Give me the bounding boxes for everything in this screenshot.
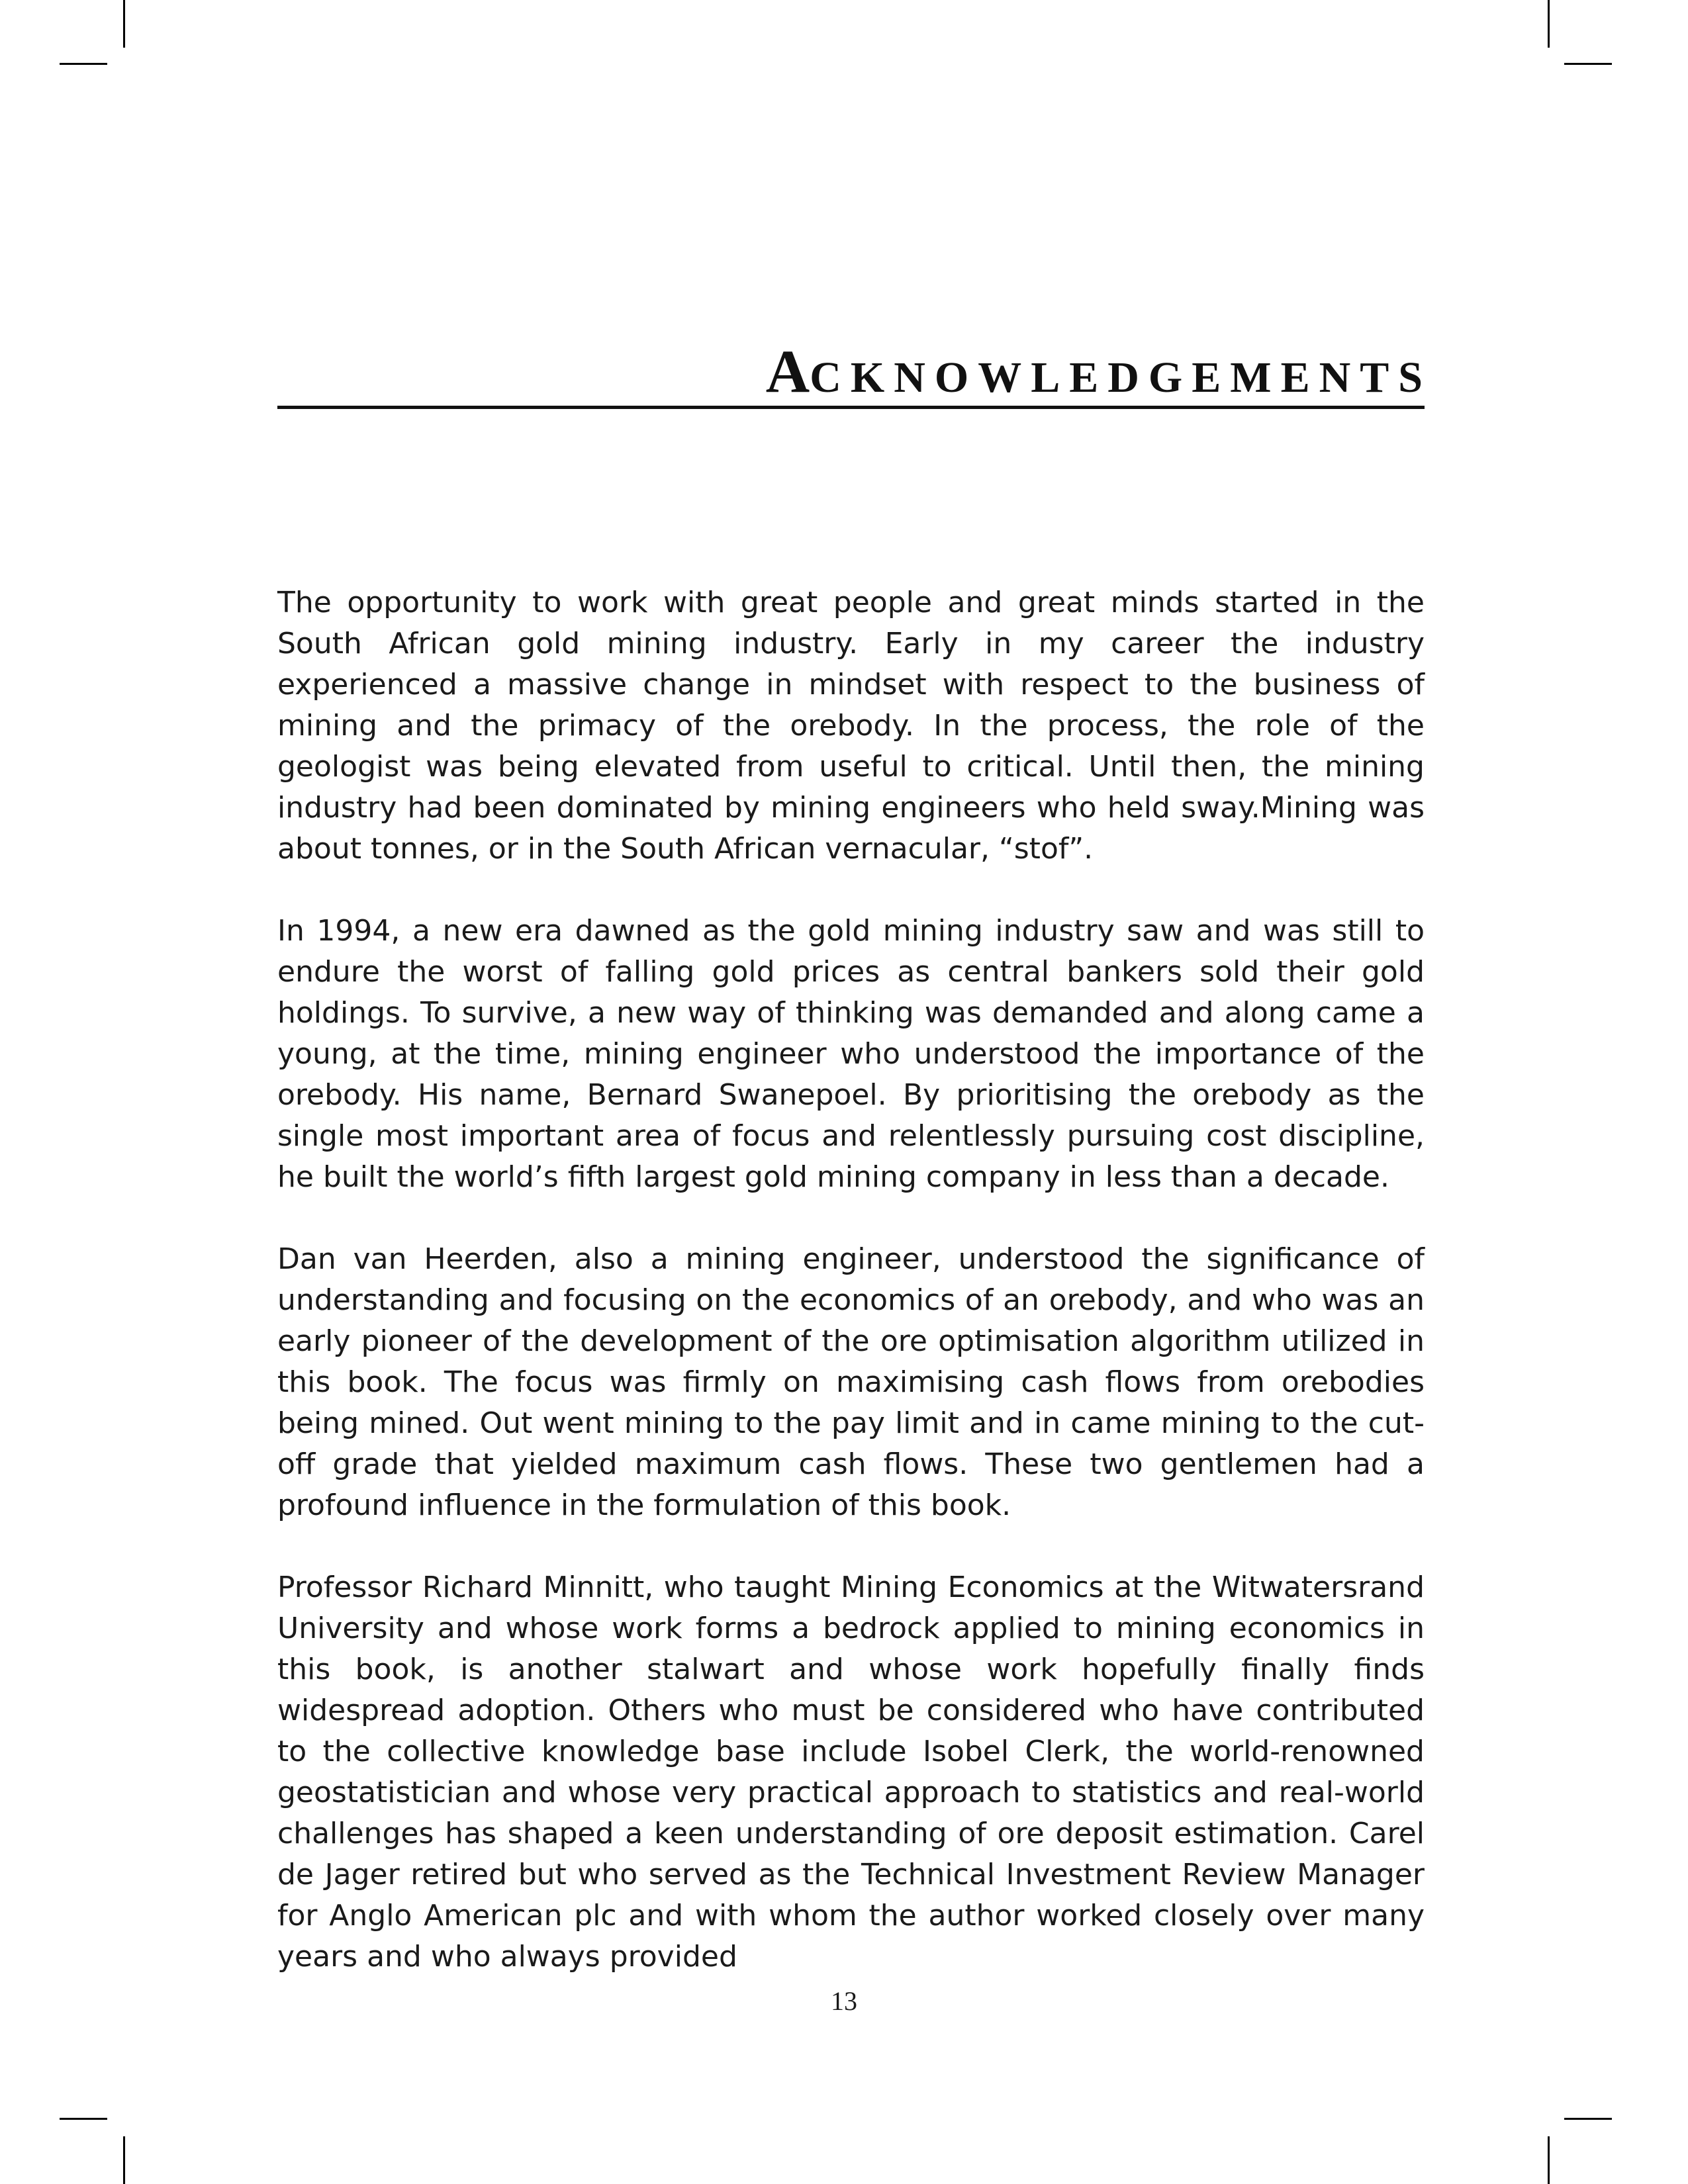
- crop-mark-bottom-left-vertical: [123, 2136, 125, 2184]
- page-title-rest: CKNOWLEDGEMENTS: [810, 353, 1432, 402]
- paragraph: Professor Richard Minnitt, who taught Mining Economics at the Witwatersrand University and whose work forms a bedrock applied to mining economics in this book, is another stalwart and whose work hopefully finally finds widespread adoption. Others who must be considered who have contributed to the collective knowledge base include Isobel Clerk, the world-renowned geostatistician and whose very practical approach to statistics and real-world challenges has shaped a keen understanding of ore deposit estimation. Carel de Jager retired but who served as the Technical Investment Review Manager for Anglo American plc and with whom the author worked closely over many years and who always provided: [277, 1570, 1425, 1974]
- crop-mark-top-left-vertical: [123, 0, 125, 48]
- title-underline: [277, 406, 1425, 409]
- page-title: [277, 338, 1432, 405]
- crop-mark-top-left-horizontal: [60, 63, 107, 65]
- paragraph: The opportunity to work with great people and great minds started in the South African gold mining industry. Early in my career the industry experienced a massive change in mindset with respect to the business of mining and the primacy of the orebody. In the process, the role of the geologist was being elevated from useful to critical. Until then, the mining industry had been dominated by mining engineers who held sway.Mining was about tonnes, or in the South African vernacular, “stof”.: [277, 586, 1425, 866]
- crop-mark-bottom-left-horizontal: [60, 2118, 107, 2120]
- page-number: 13: [831, 1986, 857, 2016]
- paragraph: In 1994, a new era dawned as the gold mining industry saw and was still to endure the worst of falling gold prices as central bankers sold their gold holdings. To survive, a new way of thinking was demanded and along came a young, at the time, mining engineer who understood the importance of the orebody. His name, Bernard Swanepoel. By prioritising the orebody as the single most important area of focus and relentlessly pursuing cost discipline, he built the world’s fifth largest gold mining company in less than a decade.: [277, 914, 1425, 1194]
- body-text: [277, 582, 1425, 2019]
- crop-mark-top-right-vertical: [1548, 0, 1550, 48]
- crop-mark-bottom-right-horizontal: [1564, 2118, 1612, 2120]
- page-title-initial: A: [765, 338, 810, 405]
- crop-mark-top-right-horizontal: [1564, 63, 1612, 65]
- crop-mark-bottom-right-vertical: [1548, 2136, 1550, 2184]
- paragraph: Dan van Heerden, also a mining engineer, understood the significance of understanding and focusing on the economics of an orebody, and who was an early pioneer of the development of the ore optimisation algorithm utilized in this book. The focus was firmly on maximising cash flows from orebodies being mined. Out went mining to the pay limit and in came mining to the cut-off grade that yielded maximum cash flows. These two gentlemen had a profound influence in the formulation of this book.: [277, 1242, 1425, 1522]
